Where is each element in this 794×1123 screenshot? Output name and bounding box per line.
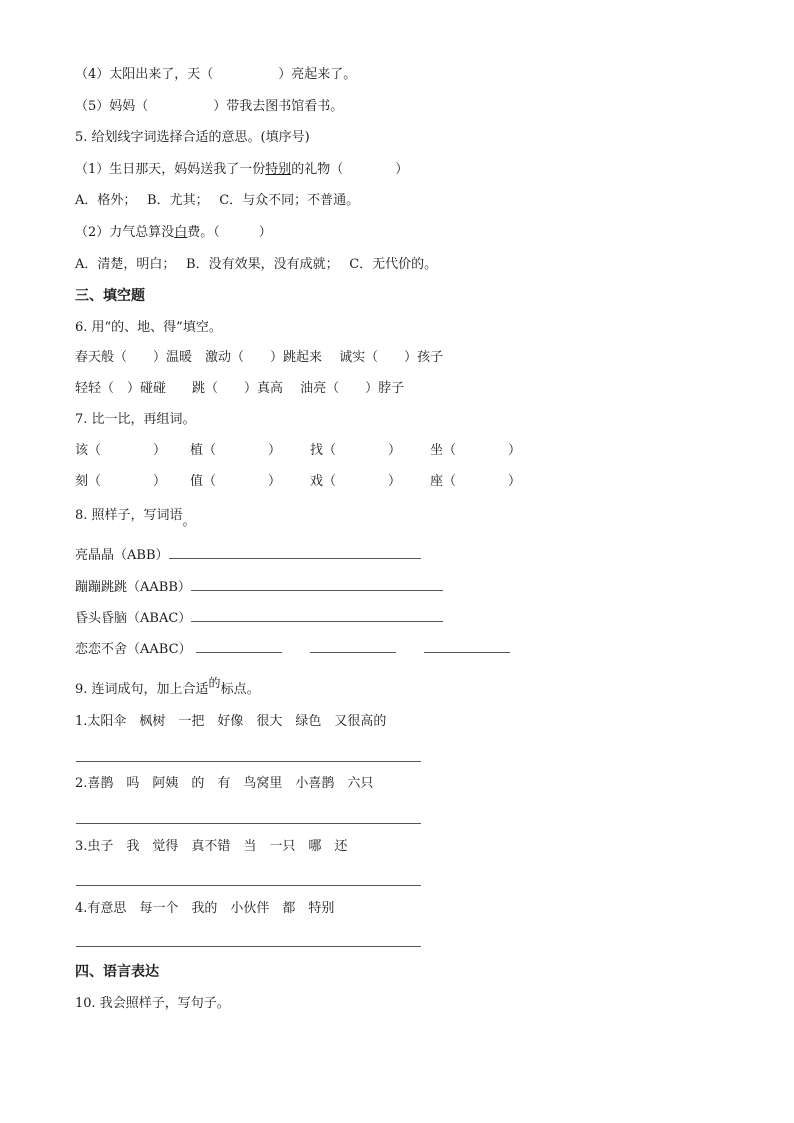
q9-title [75, 676, 260, 699]
q9-title-post: 标点。 [220, 682, 260, 697]
section4-heading: 四、语言表达 [75, 964, 159, 980]
q5-sub2 [75, 224, 272, 242]
q7-title: 7. 比一比，再组词。 [75, 412, 196, 427]
q7-cell: 该（ ） [75, 443, 167, 458]
q5-sub1 [75, 161, 408, 179]
q7-cell: 找（ ） [310, 443, 402, 458]
answer-blank [424, 640, 510, 653]
q8-title-text: 8. 照样子，写词语 [75, 508, 183, 523]
section3-heading: 三、填空题 [75, 288, 145, 304]
q5-sub1-options: A．格外； B．尤其； C．与众不同；不普通。 [75, 193, 360, 208]
q6-title: 6. 用“的、地、得”填空。 [75, 320, 222, 335]
q7-cell: 值（ ） [190, 474, 282, 489]
q7-cell: 植（ ） [190, 443, 282, 458]
q8-item [75, 546, 421, 565]
q8-title [75, 507, 196, 529]
q7-cell: 座（ ） [430, 474, 522, 489]
q5-sub1-pre: （1）生日那天，妈妈送我了一份 [75, 162, 266, 177]
answer-blank [310, 640, 396, 653]
q10-title: 10. 我会照样子，写句子。 [75, 996, 230, 1011]
q8-title-dot: 。 [182, 514, 196, 529]
q8-item [75, 609, 443, 628]
q8-item [75, 578, 443, 597]
q4-item-4: （4）太阳出来了，天（ ）亮起来了。 [75, 67, 357, 82]
q9-title-sup: 的 [208, 676, 221, 690]
answer-line [76, 761, 421, 762]
answer-blank [169, 546, 421, 559]
answer-blank [191, 578, 443, 591]
q5-sub1-post: 的礼物（ ） [291, 162, 409, 177]
q7-cell: 刻（ ） [75, 474, 167, 489]
q5-title: 5. 给划线字词选择合适的意思。(填序号) [75, 130, 310, 145]
q7-cell: 戏（ ） [310, 474, 402, 489]
answer-blank [196, 640, 282, 653]
q7-cell: 坐（ ） [430, 443, 522, 458]
answer-line [76, 823, 421, 824]
q9-item: 2.喜鹊 吗 阿姨 的 有 鸟窝里 小喜鹊 六只 [75, 776, 374, 791]
q8-item-label: 昏头昏脑（ABAC） [75, 611, 192, 626]
q5-sub2-options: A．清楚，明白； B．没有效果，没有成就； C．无代价的。 [75, 257, 438, 272]
q8-item-label: 蹦蹦跳跳（AABB） [75, 580, 191, 595]
q4-item-5: （5）妈妈（ ）带我去图书馆看书。 [75, 99, 344, 114]
answer-blank [191, 609, 443, 622]
q5-sub2-pre: （2）力气总算没 [75, 225, 175, 240]
q8-item-label: 恋恋不舍（AABC） [75, 642, 192, 657]
q9-item: 1.太阳伞 枫树 一把 好像 很大 绿色 又很高的 [75, 714, 387, 729]
answer-line [76, 885, 421, 886]
q5-sub2-post: 费。（ ） [187, 225, 272, 240]
q8-item-label: 亮晶晶（ABB） [75, 548, 169, 563]
q5-sub1-underlined: 特别 [265, 162, 292, 177]
q6-row1: 春天般（ ）温暖 激动（ ）跳起来 诚实（ ）孩子 [75, 350, 444, 365]
q9-item: 3.虫子 我 觉得 真不错 当 一只 哪 还 [75, 839, 348, 854]
q9-item: 4.有意思 每一个 我的 小伙伴 都 特别 [75, 901, 335, 916]
q8-item [75, 640, 510, 659]
answer-line [76, 946, 421, 947]
q5-sub2-underlined: 白 [174, 225, 188, 240]
q6-row2: 轻轻（ ）碰碰 跳（ ）真高 油亮（ ）脖子 [75, 381, 405, 396]
q9-title-pre: 9. 连词成句，加上合适 [75, 682, 209, 697]
